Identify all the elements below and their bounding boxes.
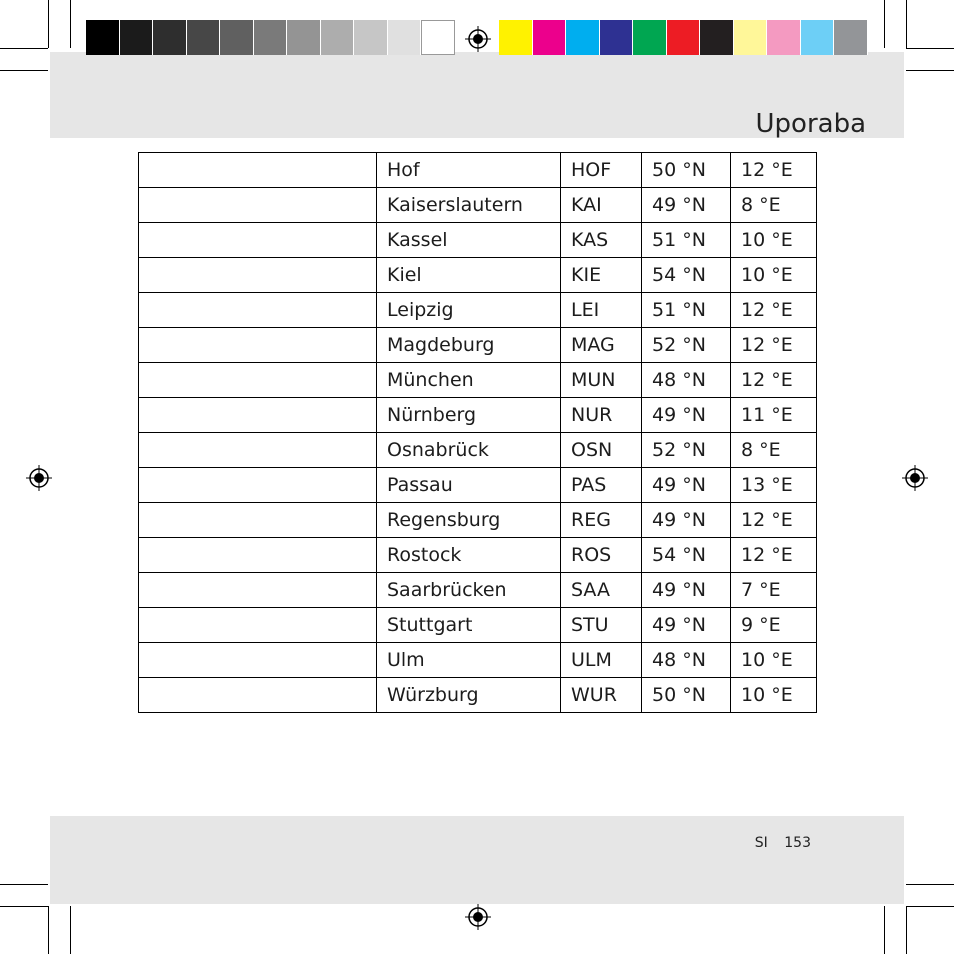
city-code-cell: ULM — [561, 643, 642, 678]
longitude-cell: 10 °E — [731, 223, 817, 258]
latitude-cell: 50 °N — [642, 678, 731, 713]
crop-mark — [906, 906, 907, 954]
language-code: SI — [754, 835, 768, 851]
registration-mark-icon — [465, 26, 491, 52]
longitude-cell: 10 °E — [731, 643, 817, 678]
longitude-cell: 12 °E — [731, 153, 817, 188]
city-code-cell: MUN — [561, 363, 642, 398]
city-code-cell: STU — [561, 608, 642, 643]
crop-mark — [0, 48, 48, 49]
longitude-cell: 12 °E — [731, 503, 817, 538]
page-title: Uporaba — [755, 109, 866, 140]
color-swatch — [700, 20, 734, 55]
city-name-cell: Kaiserslautern — [377, 188, 561, 223]
empty-cell — [139, 153, 377, 188]
crop-mark — [906, 70, 954, 71]
table-row — [139, 643, 817, 678]
city-name-cell: Rostock — [377, 538, 561, 573]
city-name-cell: Stuttgart — [377, 608, 561, 643]
longitude-cell: 12 °E — [731, 538, 817, 573]
color-swatch — [533, 20, 567, 55]
longitude-cell: 12 °E — [731, 363, 817, 398]
empty-cell — [139, 433, 377, 468]
color-swatch — [388, 20, 422, 55]
table-row — [139, 678, 817, 713]
color-swatch — [633, 20, 667, 55]
city-code-cell: HOF — [561, 153, 642, 188]
city-name-cell: Kiel — [377, 258, 561, 293]
empty-cell — [139, 328, 377, 363]
table-row — [139, 223, 817, 258]
color-swatch — [600, 20, 634, 55]
table-row — [139, 188, 817, 223]
page-number: 153 — [784, 835, 811, 851]
empty-cell — [139, 363, 377, 398]
latitude-cell: 48 °N — [642, 363, 731, 398]
latitude-cell: 54 °N — [642, 258, 731, 293]
city-code-cell: WUR — [561, 678, 642, 713]
city-code-cell: ROS — [561, 538, 642, 573]
longitude-cell: 12 °E — [731, 328, 817, 363]
longitude-cell: 11 °E — [731, 398, 817, 433]
table-row — [139, 328, 817, 363]
latitude-cell: 54 °N — [642, 538, 731, 573]
city-name-cell: Hof — [377, 153, 561, 188]
longitude-cell: 13 °E — [731, 468, 817, 503]
color-swatch — [354, 20, 388, 55]
table-row — [139, 608, 817, 643]
empty-cell — [139, 608, 377, 643]
city-name-cell: Regensburg — [377, 503, 561, 538]
color-swatch — [220, 20, 254, 55]
table-row — [139, 503, 817, 538]
longitude-cell: 12 °E — [731, 293, 817, 328]
color-swatch — [153, 20, 187, 55]
color-swatch — [120, 20, 154, 55]
longitude-cell: 10 °E — [731, 678, 817, 713]
crop-mark — [70, 0, 71, 48]
table-row — [139, 538, 817, 573]
page-footer — [755, 835, 811, 851]
latitude-cell: 49 °N — [642, 608, 731, 643]
city-name-cell: München — [377, 363, 561, 398]
crop-mark — [906, 0, 907, 48]
empty-cell — [139, 468, 377, 503]
city-code-cell: LEI — [561, 293, 642, 328]
city-name-cell: Würzburg — [377, 678, 561, 713]
latitude-cell: 49 °N — [642, 188, 731, 223]
city-name-cell: Osnabrück — [377, 433, 561, 468]
latitude-cell: 48 °N — [642, 643, 731, 678]
color-swatch — [566, 20, 600, 55]
city-name-cell: Kassel — [377, 223, 561, 258]
color-swatch — [734, 20, 768, 55]
empty-cell — [139, 398, 377, 433]
registration-mark-icon — [902, 465, 928, 491]
empty-cell — [139, 503, 377, 538]
empty-cell — [139, 573, 377, 608]
crop-mark — [0, 906, 48, 907]
city-code-cell: KAS — [561, 223, 642, 258]
empty-cell — [139, 223, 377, 258]
city-name-cell: Leipzig — [377, 293, 561, 328]
color-swatch — [321, 20, 355, 55]
longitude-cell: 8 °E — [731, 188, 817, 223]
crop-mark — [884, 906, 885, 954]
table-row — [139, 398, 817, 433]
latitude-cell: 49 °N — [642, 398, 731, 433]
empty-cell — [139, 678, 377, 713]
city-code-cell: KAI — [561, 188, 642, 223]
empty-cell — [139, 538, 377, 573]
footer-band — [50, 816, 904, 904]
empty-cell — [139, 643, 377, 678]
table-row — [139, 293, 817, 328]
latitude-cell: 49 °N — [642, 573, 731, 608]
city-name-cell: Nürnberg — [377, 398, 561, 433]
color-swatch — [421, 20, 455, 55]
empty-cell — [139, 293, 377, 328]
crop-mark — [906, 906, 954, 907]
latitude-cell: 51 °N — [642, 223, 731, 258]
crop-mark — [48, 0, 49, 48]
city-name-cell: Saarbrücken — [377, 573, 561, 608]
table-row — [139, 468, 817, 503]
longitude-cell: 8 °E — [731, 433, 817, 468]
city-name-cell: Passau — [377, 468, 561, 503]
city-code-cell: MAG — [561, 328, 642, 363]
table-row — [139, 433, 817, 468]
color-swatch — [254, 20, 288, 55]
city-name-cell: Magdeburg — [377, 328, 561, 363]
crop-mark — [0, 70, 48, 71]
latitude-cell: 52 °N — [642, 433, 731, 468]
process-color-bar — [499, 20, 868, 55]
crop-mark — [0, 884, 48, 885]
latitude-cell: 52 °N — [642, 328, 731, 363]
color-swatch — [187, 20, 221, 55]
city-code-cell: PAS — [561, 468, 642, 503]
table-row — [139, 573, 817, 608]
crop-mark — [906, 48, 954, 49]
city-code-cell: KIE — [561, 258, 642, 293]
city-code-cell: OSN — [561, 433, 642, 468]
color-swatch — [287, 20, 321, 55]
city-code-cell: REG — [561, 503, 642, 538]
longitude-cell: 10 °E — [731, 258, 817, 293]
longitude-cell: 7 °E — [731, 573, 817, 608]
longitude-cell: 9 °E — [731, 608, 817, 643]
crop-mark — [906, 884, 954, 885]
latitude-cell: 50 °N — [642, 153, 731, 188]
empty-cell — [139, 258, 377, 293]
crop-mark — [48, 906, 49, 954]
color-swatch — [499, 20, 533, 55]
city-code-cell: NUR — [561, 398, 642, 433]
latitude-cell: 49 °N — [642, 503, 731, 538]
city-name-cell: Ulm — [377, 643, 561, 678]
color-swatch — [834, 20, 868, 55]
crop-mark — [884, 0, 885, 48]
color-swatch — [667, 20, 701, 55]
crop-mark — [70, 906, 71, 954]
color-swatch — [86, 20, 120, 55]
grayscale-color-bar — [86, 20, 455, 55]
color-swatch — [801, 20, 835, 55]
registration-mark-icon — [26, 465, 52, 491]
city-code-cell: SAA — [561, 573, 642, 608]
empty-cell — [139, 188, 377, 223]
color-swatch — [767, 20, 801, 55]
table-row — [139, 258, 817, 293]
city-coordinates-table — [138, 152, 817, 713]
table-row — [139, 363, 817, 398]
latitude-cell: 51 °N — [642, 293, 731, 328]
table-row — [139, 153, 817, 188]
registration-mark-icon — [465, 904, 491, 930]
latitude-cell: 49 °N — [642, 468, 731, 503]
